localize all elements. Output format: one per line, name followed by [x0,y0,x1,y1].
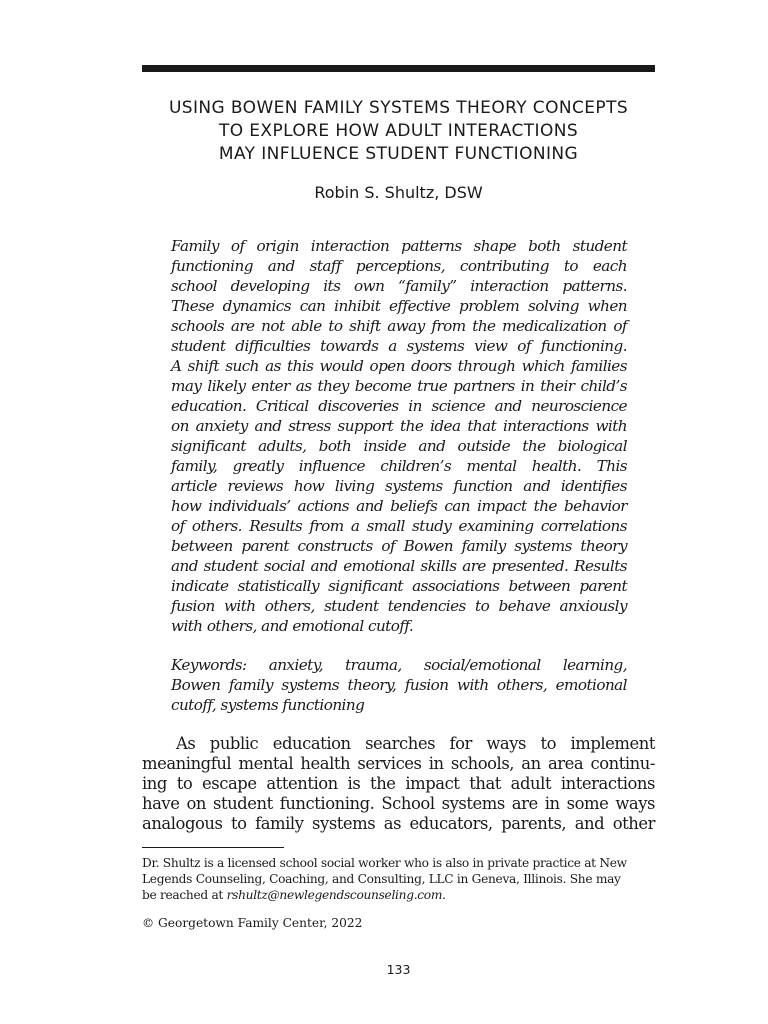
abstract-line: of others. Results from a small study examining correlations [171,517,627,535]
abstract-line: fusion with others, student tendencies to behave anxiously [171,597,627,615]
abstract-line: how individuals’ actions and beliefs can impact the behavior [171,497,627,515]
abstract-line: with others, and emotional cutoff. [171,617,414,635]
abstract-line: student difficulties towards a systems view of functioning. [171,337,627,355]
body-line: meaningful mental health services in schools, an area continu- [142,754,655,773]
footnote-text: . [442,888,446,902]
abstract-line: education. Critical discoveries in science and neuroscience [171,397,627,415]
abstract-line: Family of origin interaction patterns shape both student [171,237,627,255]
title-line: USING BOWEN FAMILY SYSTEMS THEORY CONCEPTS [168,98,629,118]
abstract-line: may likely enter as they become true partners in their child’s [171,377,627,395]
keywords-line: cutoff, systems functioning [171,696,365,714]
footnote-line [142,887,655,903]
author-email-link[interactable]: rshultz@newlegendscounseling.com [226,888,443,902]
abstract-line: and student social and emotional skills are presented. Results [171,557,627,575]
copyright-notice: © Georgetown Family Center, 2022 [142,916,363,930]
body-line: ing to escape attention is the impact that adult interactions [142,774,655,793]
abstract-line: on anxiety and stress support the idea that interactions with [171,417,627,435]
title-line: MAY INFLUENCE STUDENT FUNCTIONING [218,144,579,164]
keywords-line: Bowen family systems theory, fusion with others, emotional [171,676,627,694]
footnote-rule [142,847,284,848]
body-line: analogous to family systems as educators, parents, and other [142,814,655,833]
abstract-line: article reviews how living systems function and identifies [171,477,627,495]
author-footnote [142,855,655,903]
abstract-line: significant adults, both inside and outside the biological [171,437,627,455]
abstract [171,236,627,636]
abstract-line: These dynamics can inhibit effective problem solving when [171,297,627,315]
abstract-line: A shift such as this would open doors through which families [171,357,627,375]
page-number: 133 [386,962,411,977]
title-line: TO EXPLORE HOW ADULT INTERACTIONS [218,121,579,141]
abstract-line: between parent constructs of Bowen family systems theory [171,537,627,555]
abstract-line: family, greatly influence children’s mental health. This [171,457,627,475]
abstract-line: school developing its own “family” interaction patterns. [171,277,627,295]
keywords-line: Keywords: anxiety, trauma, social/emotional learning, [171,656,627,674]
body-paragraph [142,734,655,834]
body-line: As public education searches for ways to implement [176,734,655,753]
top-rule [142,65,655,72]
abstract-line: indicate statistically significant associations between parent [171,577,627,595]
body-line: have on student functioning. School systems are in some ways [142,794,655,813]
abstract-line: schools are not able to shift away from the medicalization of [171,317,627,335]
footnote-line: Legends Counseling, Coaching, and Consulting, LLC in Geneva, Illinois. She may [142,872,621,886]
footnote-text: be reached at [142,888,227,902]
keywords [171,655,627,715]
author-name: Robin S. Shultz, DSW [314,183,483,202]
footnote-line: Dr. Shultz is a licensed school social worker who is also in private practice at New [142,856,627,870]
abstract-line: functioning and staff perceptions, contributing to each [171,257,627,275]
article-title [142,97,655,166]
